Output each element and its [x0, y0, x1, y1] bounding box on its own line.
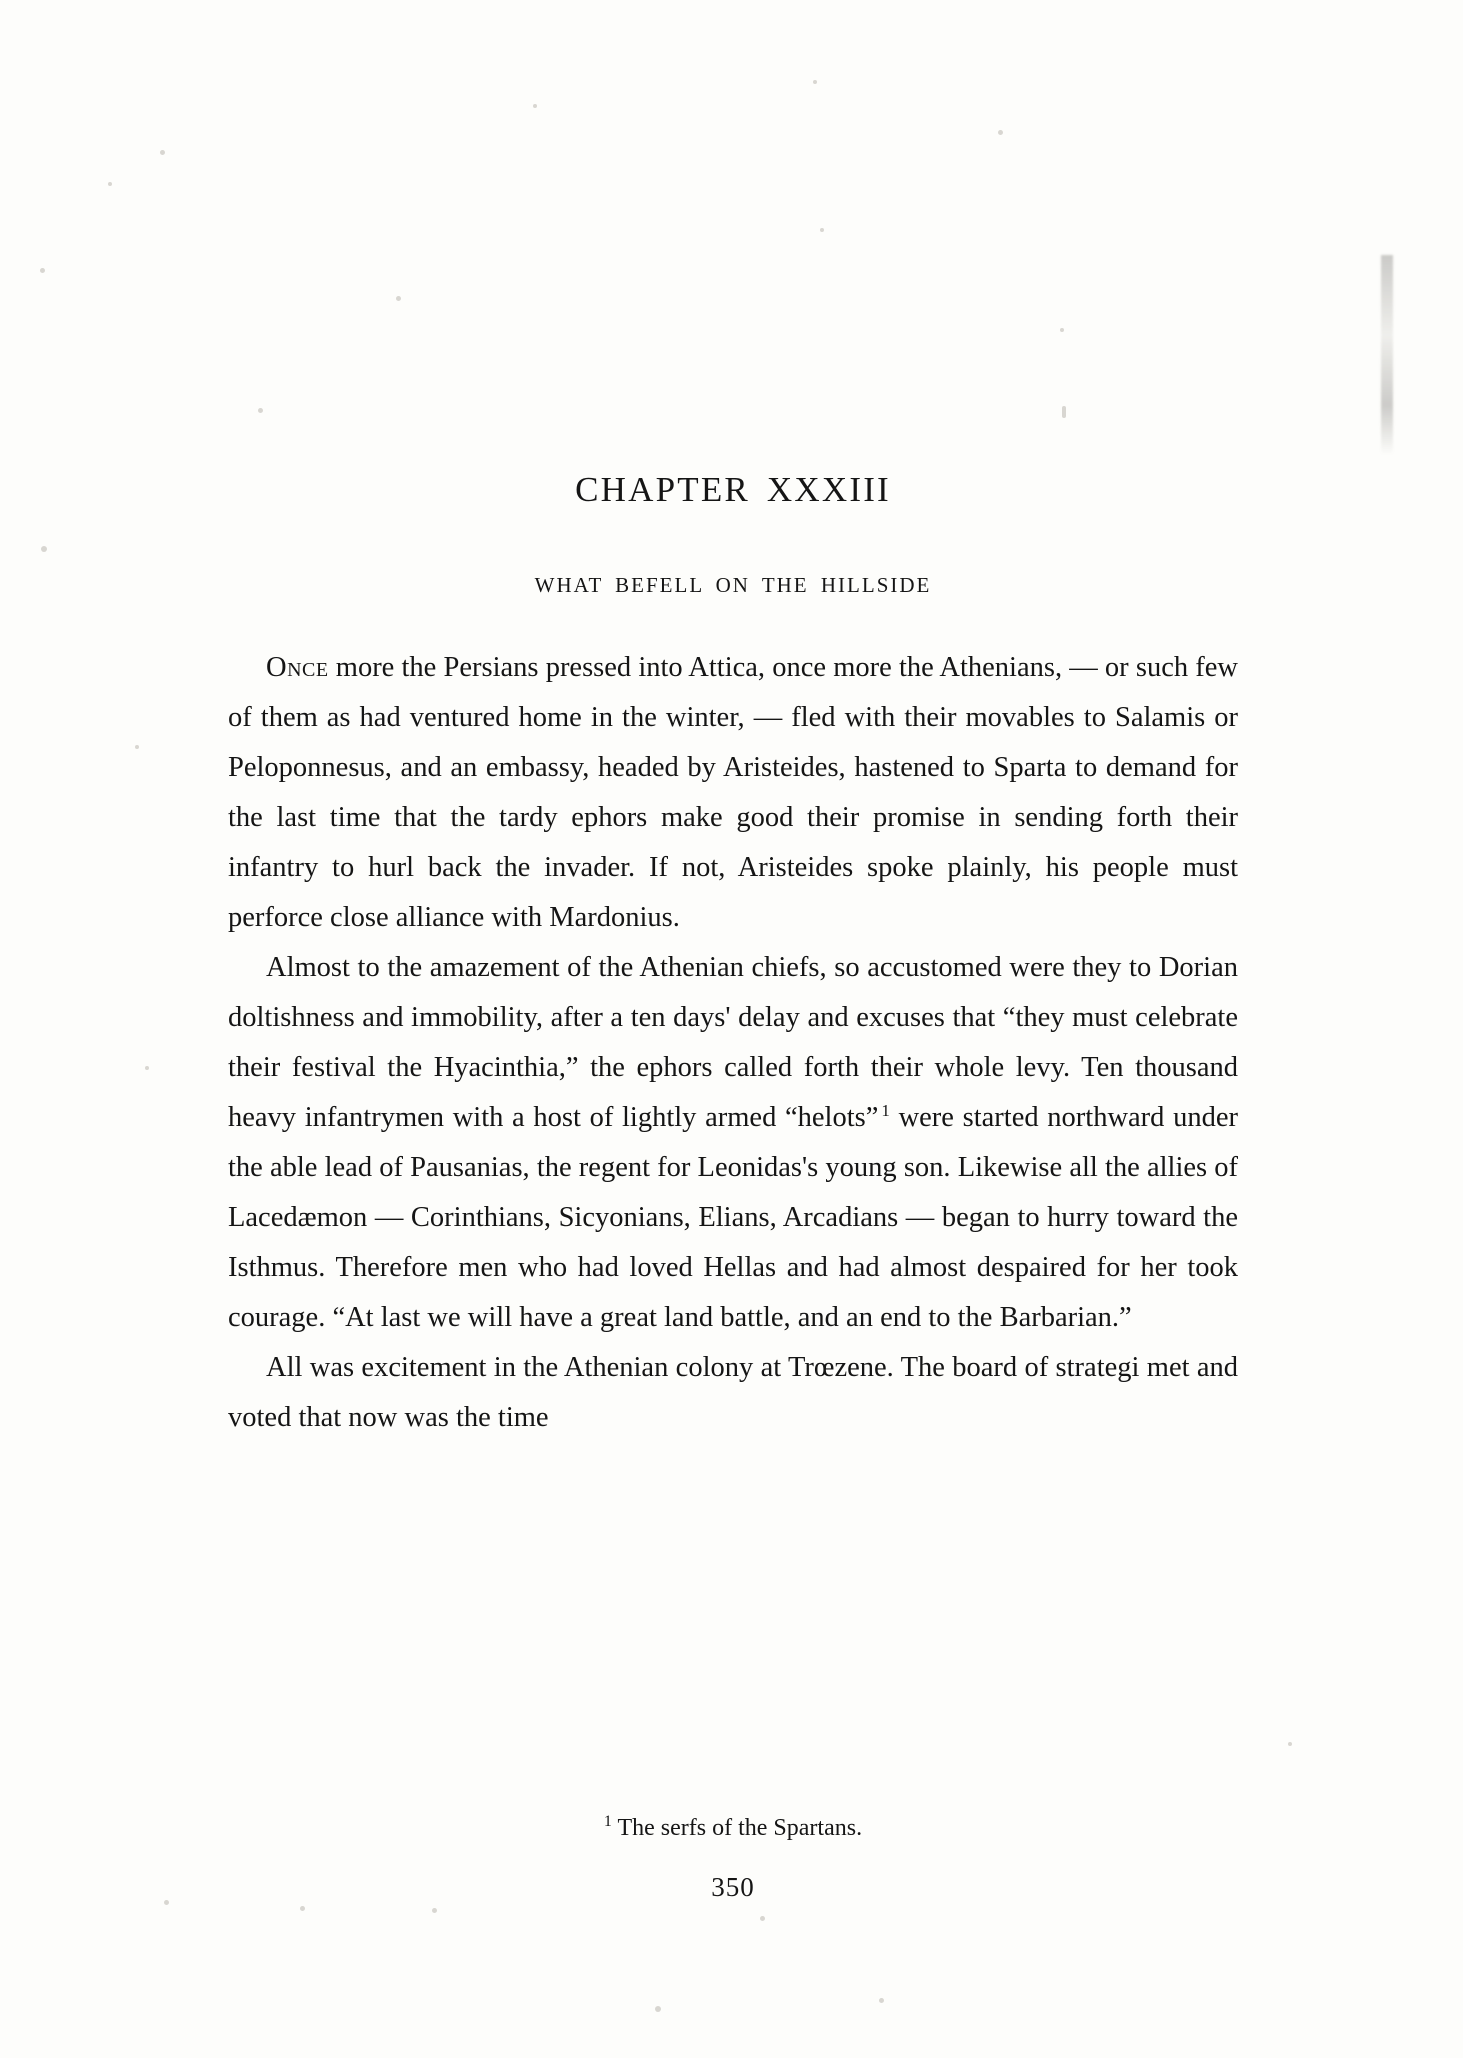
chapter-subtitle: WHAT BEFELL ON THE HILLSIDE — [534, 573, 932, 597]
paper-speck — [998, 130, 1003, 135]
paper-speck — [533, 104, 537, 108]
paper-speck — [396, 296, 401, 301]
paper-speck — [655, 2006, 661, 2012]
paper-speck — [813, 80, 817, 84]
paragraph-2-text-b: were started northward under the able lead of Pausanias, the regent for Leonidas's young son. Likewise all the allies of Lacedæmon — Corinthians, Sicyonians, Elians, Arcadians — began to hurry toward the Isthmus. Therefore men who had loved Hellas and had almost despaired for her took courage. “At last we will have a great land battle, and an end to the Barbarian.” — [228, 1102, 1238, 1333]
paper-speck — [160, 150, 165, 155]
body-text — [228, 643, 1238, 1443]
paper-speck — [1062, 406, 1066, 418]
page-edge-stain — [1381, 255, 1393, 455]
paper-speck — [164, 1900, 169, 1905]
paragraph-2 — [228, 943, 1238, 1343]
footnote-marker: 1 — [603, 1813, 612, 1830]
page-content — [228, 470, 1238, 1443]
paper-speck — [820, 228, 824, 232]
paragraph-1 — [228, 643, 1238, 943]
paper-speck — [1288, 1742, 1292, 1746]
paper-speck — [432, 1908, 437, 1913]
paragraph-2-text-a: Almost to the amazement of the Athenian chiefs, so accustomed were they to Dorian doltishness and immobility, after a ten days' delay and excuses that “they must celebrate their festival the Hyacinthia,” the ephors called forth their whole levy. Ten thousand heavy infantrymen with a host of lightly armed “helots” — [228, 952, 1238, 1133]
chapter-title: CHAPTER XXXIII — [575, 470, 891, 509]
paper-speck — [879, 1998, 884, 2003]
paper-speck — [145, 1066, 149, 1070]
paper-speck — [760, 1916, 765, 1921]
footnote-text: The serfs of the Spartans. — [617, 1815, 863, 1841]
paragraph-3-text: All was excitement in the Athenian colony at Trœzene. The board of strategi met and voted that now was the time — [228, 1352, 1238, 1433]
paper-speck — [135, 745, 139, 749]
footnote — [228, 1815, 1238, 1842]
paper-speck — [300, 1906, 305, 1911]
paper-speck — [108, 182, 112, 186]
page-number: 350 — [711, 1872, 755, 1902]
paragraph-1-text: more the Persians pressed into Attica, once more the Athenians, — or such few of them as had ventured home in the winter, — fled with their movables to Salamis or Peloponnesus, and an embassy, headed by Aristeides, hastened to Sparta to demand for the last time that the tardy ephors make good their promise in sending forth their infantry to hurl back the invader. If not, Aristeides spoke plainly, his people must perforce close alliance with Mardonius. — [228, 652, 1238, 933]
paper-speck — [40, 268, 45, 273]
paper-speck — [258, 408, 263, 413]
footnote-reference[interactable]: 1 — [881, 1100, 890, 1120]
paper-speck — [1060, 328, 1064, 332]
paper-speck — [41, 546, 47, 552]
paragraph-1-lead-word: Once — [266, 652, 329, 683]
paragraph-3 — [228, 1343, 1238, 1443]
